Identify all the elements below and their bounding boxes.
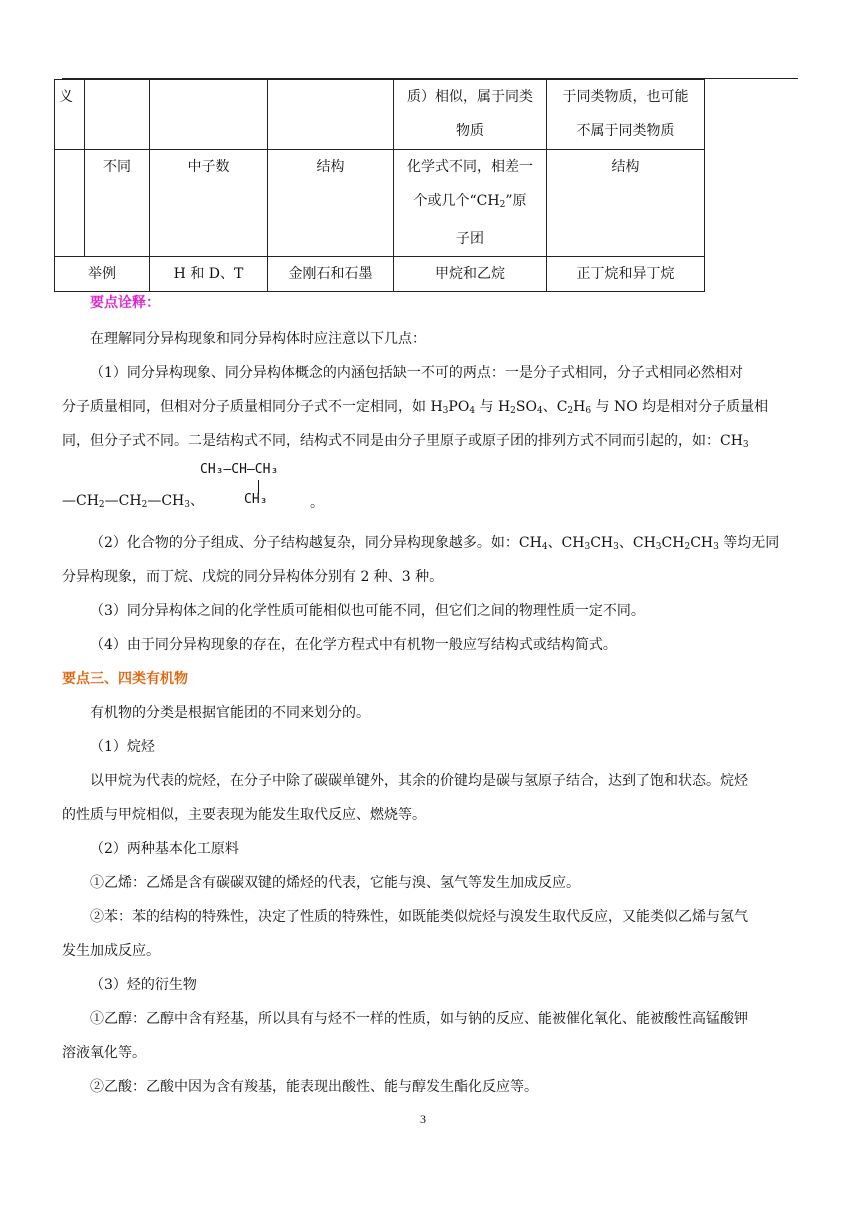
note1-line4-end: 。 xyxy=(310,495,324,511)
table-cell xyxy=(150,80,268,150)
note1-line2: 分子质量相同，但相对分子质量相同分子式不一定相同，如 $H_3PO_4$ 与 $H_2SO_4$、$C_2H_6$ 与 NO 均是相对分子质量相 xyxy=(62,399,769,416)
acetic-acid-line: ②乙酸：乙酸中因为含有羧基，能表现出酸性、能与醇发生酯化反应等。 xyxy=(90,1079,538,1095)
table-cell: 正丁烷和异丁烷 xyxy=(547,257,705,292)
benzene-line1: ②苯：苯的结构的特殊性，决定了性质的特殊性，如既能类似烷烃与溴发生取代反应，又能类似乙烯与氢气 xyxy=(90,909,748,925)
note1-line4: $—CH_2—CH_2—CH_3$、 xyxy=(62,493,204,510)
table-cell xyxy=(85,80,150,150)
note4: （4）由于同分异构现象的存在，在化学方程式中有机物一般应写结构式或结构简式。 xyxy=(90,637,617,653)
ethylene-line: ①乙烯：乙烯是含有碳碳双键的烯烃的代表，它能与溴、氢气等发生加成反应。 xyxy=(90,875,580,891)
ethanol-line2: 溶液氧化等。 xyxy=(62,1045,146,1061)
table-cell xyxy=(268,80,394,150)
table-cell: 化学式不同，相差一 个或几个“$CH_2$”原 子团 xyxy=(394,150,547,257)
table-cell: 中子数 xyxy=(150,150,268,257)
note3: （3）同分异构体之间的化学性质可能相似也可能不同，但它们之间的物理性质一定不同。 xyxy=(90,603,645,619)
table-row xyxy=(55,80,705,150)
section3-heading: 要点三、四类有机物 xyxy=(62,671,188,687)
table-cell: H 和 D、T xyxy=(150,257,268,292)
alkane-line1: 以甲烷为代表的烷烃，在分子中除了碳碳单键外，其余的价键均是碳与氢原子结合，达到了饱和状态。烷烃 xyxy=(90,773,748,789)
alkane-title: （1）烷烃 xyxy=(90,739,155,755)
comparison-table xyxy=(54,79,705,292)
table-cell xyxy=(55,150,85,257)
table-cell: 举例 xyxy=(55,257,150,292)
table-cell: 质）相似，属于同类 物质 xyxy=(394,80,547,150)
note1-line1: （1）同分异构现象、同分异构体概念的内涵包括缺一不可的两点：一是分子式相同，分子式相同必然相对 xyxy=(90,365,743,381)
alkane-line2: 的性质与甲烷相似，主要表现为能发生取代反应、燃烧等。 xyxy=(62,807,426,823)
notes-heading: 要点诠释： xyxy=(90,295,160,311)
notes-intro: 在理解同分异构现象和同分异构体时应注意以下几点： xyxy=(90,331,426,347)
note2-line2: 分异构现象，而丁烷、戊烷的同分异构体分别有 2 种、3 种。 xyxy=(62,569,444,585)
structure-bottom: CH₃ xyxy=(244,492,268,507)
section3-intro: 有机物的分类是根据官能团的不同来划分的。 xyxy=(90,705,370,721)
benzene-line2: 发生加成反应。 xyxy=(62,943,160,959)
note2-line1: （2）化合物的分子组成、分子结构越复杂，同分异构现象越多。如：$CH_4$、$CH_3CH_3$、$CH_3CH_2CH_3$ 等均无同 xyxy=(90,535,780,552)
ethanol-line1: ①乙醇：乙醇中含有羟基，所以具有与烃不一样的性质，如与钠的反应、能被催化氧化、能被酸性高锰酸钾 xyxy=(90,1011,748,1027)
page-number: 3 xyxy=(420,1112,426,1126)
structure-top: CH₃—CH—CH₃ xyxy=(200,462,279,477)
derivatives-title: （3）烃的衍生物 xyxy=(90,977,197,993)
table-cell: 结构 xyxy=(547,150,705,257)
table-cell: 不同 xyxy=(85,150,150,257)
table-row xyxy=(55,150,705,257)
table-cell: 甲烷和乙烷 xyxy=(394,257,547,292)
table-cell: 义 xyxy=(55,80,85,150)
table-cell: 金刚石和石墨 xyxy=(268,257,394,292)
table-cell: 于同类物质，也可能 不属于同类物质 xyxy=(547,80,705,150)
raw-materials-title: （2）两种基本化工原料 xyxy=(90,841,239,857)
note1-line3: 同，但分子式不同。二是结构式不同，结构式不同是由分子里原子或原子团的排列方式不同而引起的，如：$CH_3$ xyxy=(62,433,749,450)
table-cell: 结构 xyxy=(268,150,394,257)
